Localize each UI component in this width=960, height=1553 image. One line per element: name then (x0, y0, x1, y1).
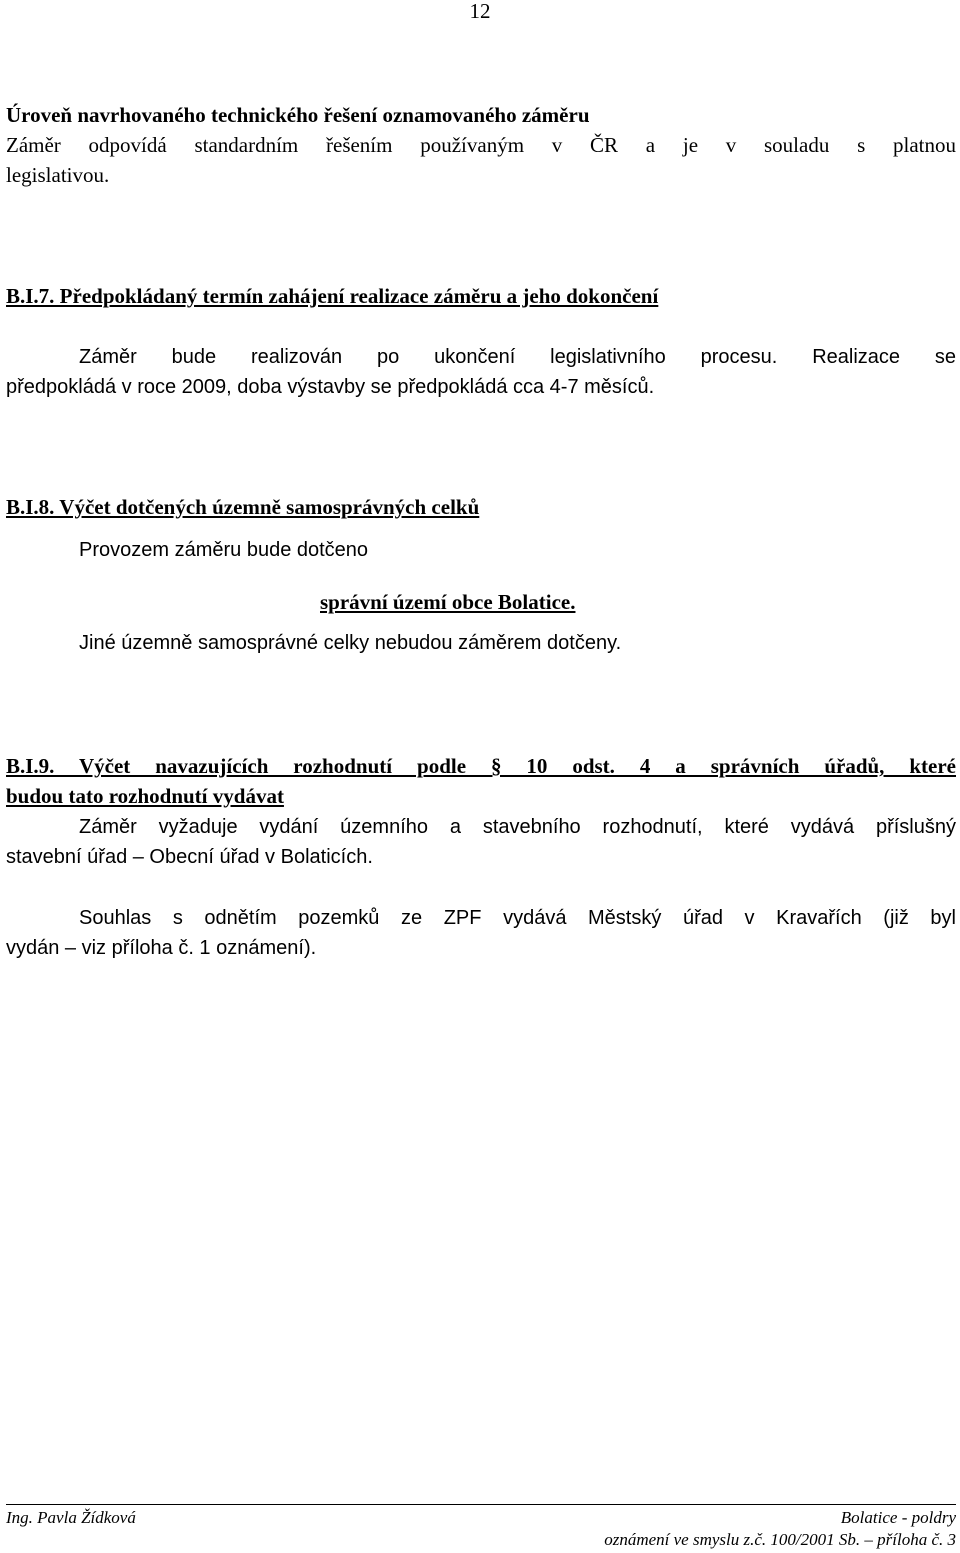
paragraph-line: Provozem záměru bude dotčeno (79, 539, 369, 561)
footer-author: Ing. Pavla Žídková (6, 1508, 136, 1527)
footer-divider (6, 1504, 956, 1505)
section-b17-body (6, 342, 956, 402)
section-b19 (6, 751, 956, 811)
section-heading: B.I.8. Výčet dotčených územně samosprávných celků (6, 495, 480, 519)
paragraph-line: stavební úřad – Obecní úřad v Bolaticích. (6, 846, 373, 868)
section-heading: Úroveň navrhovaného technického řešení oznamovaného záměru (6, 103, 590, 127)
section-b19-body (6, 812, 956, 872)
section-heading: B.I.7. Předpokládaný termín zahájení realizace záměru a jeho dokončení (6, 284, 659, 308)
footer (6, 1507, 956, 1553)
paragraph-line: legislativou. (6, 163, 110, 187)
section-technical-level (6, 100, 956, 190)
section-b19-body-2 (6, 903, 956, 963)
section-b18 (6, 492, 956, 522)
paragraph-line: Jiné územně samosprávné celky nebudou záměrem dotčeny. (79, 632, 622, 654)
footer-project: Bolatice - poldry (840, 1508, 956, 1527)
paragraph-line: Záměr vyžaduje vydání územního a stavebního rozhodnutí, které vydává příslušný (79, 816, 956, 838)
paragraph-line: Souhlas s odnětím pozemků ze ZPF vydává Městský úřad v Kravařích (již byl (79, 907, 956, 929)
section-heading: budou tato rozhodnutí vydávat (6, 784, 284, 808)
paragraph-line: Záměr odpovídá standardním řešením používaným v ČR a je v souladu s platnou (6, 133, 956, 157)
paragraph-line: vydán – viz příloha č. 1 oznámení). (6, 937, 317, 959)
section-b17 (6, 281, 956, 311)
paragraph-line: předpokládá v roce 2009, doba výstavby se předpokládá cca 4-7 měsíců. (6, 376, 655, 398)
section-b18-note (6, 628, 956, 658)
page-number: 12 (469, 0, 491, 23)
section-b18-body (6, 535, 956, 565)
section-b18-highlight (6, 587, 956, 617)
section-heading: B.I.9. Výčet navazujících rozhodnutí podle § 10 odst. 4 a správních úřadů, které (6, 754, 956, 778)
highlight-text: správní území obce Bolatice. (320, 590, 576, 614)
footer-reference: oznámení ve smyslu z.č. 100/2001 Sb. – příloha č. 3 (604, 1530, 956, 1549)
paragraph-line: Záměr bude realizován po ukončení legislativního procesu. Realizace se (79, 346, 956, 368)
